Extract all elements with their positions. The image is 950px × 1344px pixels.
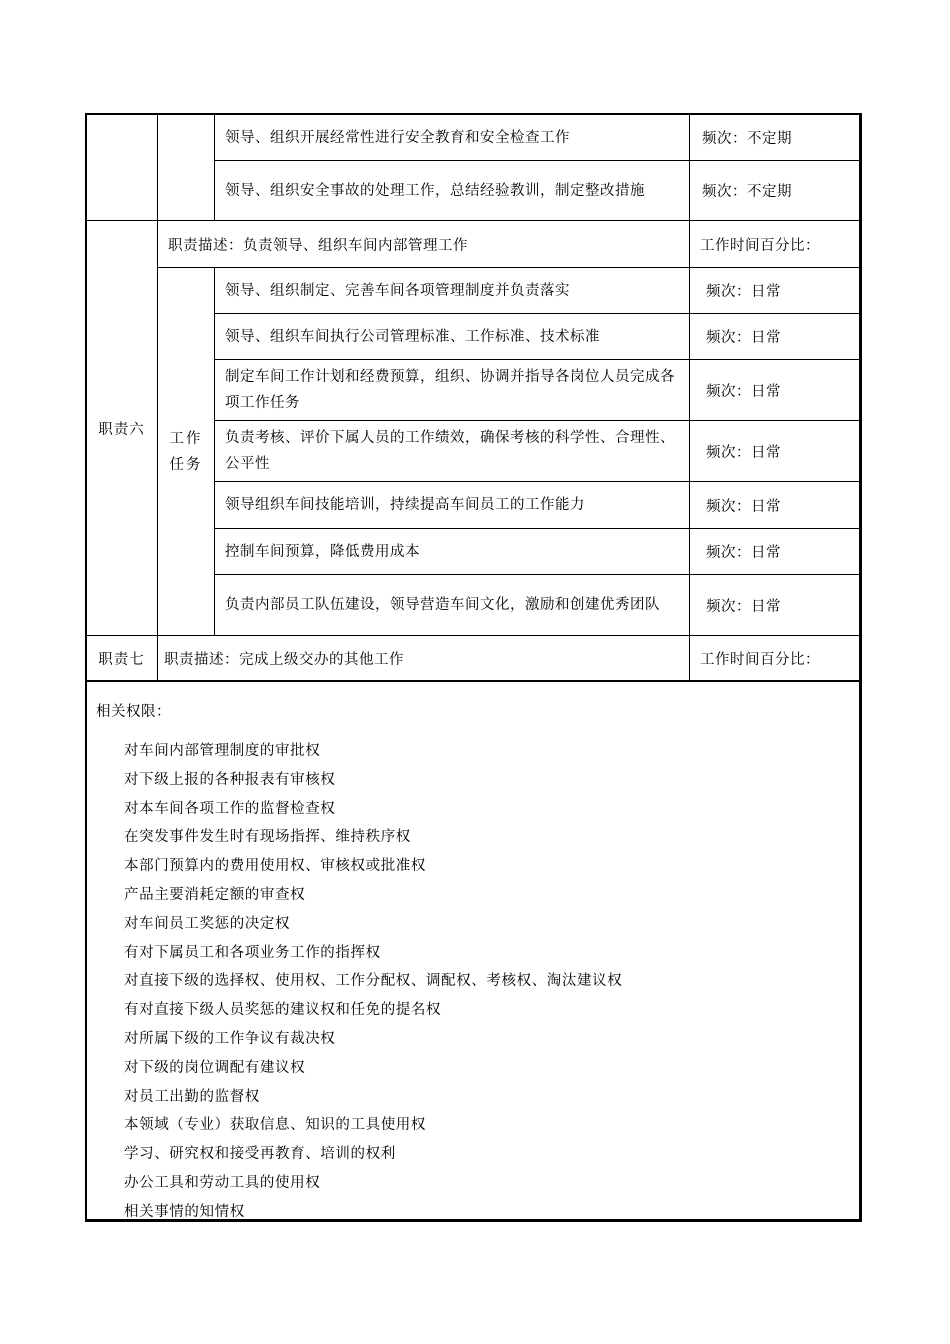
frequency-cell [690,161,862,220]
task-label-text: 工作任务 [169,430,203,473]
duty-description-text: 职责描述：负责领导、组织车间内部管理工作 [168,237,468,254]
list-item: 相关事情的知情权 [124,1203,245,1220]
task-text: 负责考核、评价下属人员的工作绩效，确保考核的科学性、合理性、公平性 [225,430,675,472]
authority-list [124,737,622,1227]
frequency-text: 频次：日常 [706,498,781,515]
task-cell [225,268,685,313]
list-item: 办公工具和劳动工具的使用权 [124,1174,321,1191]
list-item: 本部门预算内的费用使用权、审核权或批准权 [124,858,426,875]
divider [214,114,215,220]
frequency-cell [690,482,862,528]
duty-label [86,221,157,635]
list-item: 在突发事件发生时有现场指挥、维持秩序权 [124,829,411,846]
task-text: 领导组织车间技能培训，持续提高车间员工的工作能力 [225,497,585,513]
authority-title: 相关权限： [96,704,171,720]
time-percentage-label [700,221,860,267]
duty-description-text: 职责描述：完成上级交办的其他工作 [164,651,404,668]
task-cell [225,115,685,160]
task-cell [225,161,691,220]
task-text: 控制车间预算，降低费用成本 [225,543,420,560]
frequency-cell [690,360,862,420]
list-item: 对下级的岗位调配有建议权 [124,1059,306,1076]
task-text: 领导、组织安全事故的处理工作，总结经验教训，制定整改措施 [225,182,645,199]
list-item: 对员工出勤的监督权 [124,1088,260,1105]
task-text: 领导、组织开展经常性进行安全教育和安全检查工作 [225,129,570,146]
task-cell [225,482,685,528]
time-percentage-text: 工作时间百分比： [700,651,820,668]
time-percentage-text: 工作时间百分比： [700,237,820,254]
task-text: 领导、组织车间执行公司管理标准、工作标准、技术标准 [225,328,600,345]
frequency-cell [690,268,862,313]
duty-label-text: 职责七 [98,651,145,668]
task-cell [225,575,685,635]
frequency-cell [690,575,862,635]
frequency-text: 频次：日常 [706,383,781,400]
list-item: 对下级上报的各种报表有审核权 [124,771,336,788]
list-item: 对车间内部管理制度的审批权 [124,743,321,759]
list-item: 本领域（专业）获取信息、知识的工具使用权 [124,1117,426,1134]
list-item: 学习、研究权和接受再教育、培训的权利 [124,1146,396,1163]
task-text: 负责内部员工队伍建设，领导营造车间文化，激励和创建优秀团队 [225,597,660,613]
divider [214,267,215,635]
list-item: 有对直接下级人员奖惩的建议权和任免的提名权 [124,1002,442,1019]
list-item: 对直接下级的选择权、使用权、工作分配权、调配权、考核权、淘汰建议权 [124,973,623,990]
frequency-text: 频次：日常 [706,330,781,346]
task-cell [225,360,685,420]
task-cell [225,529,685,574]
task-cell [225,314,685,359]
frequency-cell [690,421,862,481]
frequency-cell [690,314,862,359]
task-text: 领导、组织制定、完善车间各项管理制度并负责落实 [225,282,570,299]
divider [157,114,158,681]
list-item: 对本车间各项工作的监督检查权 [124,800,336,817]
frequency-text: 频次：不定期 [702,184,792,200]
divider [86,680,862,682]
frequency-text: 频次：不定期 [702,131,792,147]
frequency-text: 频次：日常 [706,444,781,461]
frequency-cell [690,529,862,574]
frequency-text: 频次：日常 [706,284,781,300]
duty-description [164,636,688,680]
frequency-text: 频次：日常 [706,545,781,561]
list-item: 对车间员工奖惩的决定权 [124,915,291,932]
time-percentage-label [700,636,860,680]
list-item: 对所属下级的工作争议有裁决权 [124,1030,336,1047]
task-text: 制定车间工作计划和经费预算，组织、协调并指导各岗位人员完成各项工作任务 [225,369,675,411]
list-item: 有对下属员工和各项业务工作的指挥权 [124,944,381,961]
frequency-cell [690,115,862,160]
duty-description [168,221,688,267]
task-cell [225,421,685,481]
duty-label [86,636,157,680]
frequency-text: 频次：日常 [706,598,781,615]
duty-label-text: 职责六 [98,421,145,438]
list-item: 产品主要消耗定额的审查权 [124,886,306,903]
task-label [166,268,206,635]
